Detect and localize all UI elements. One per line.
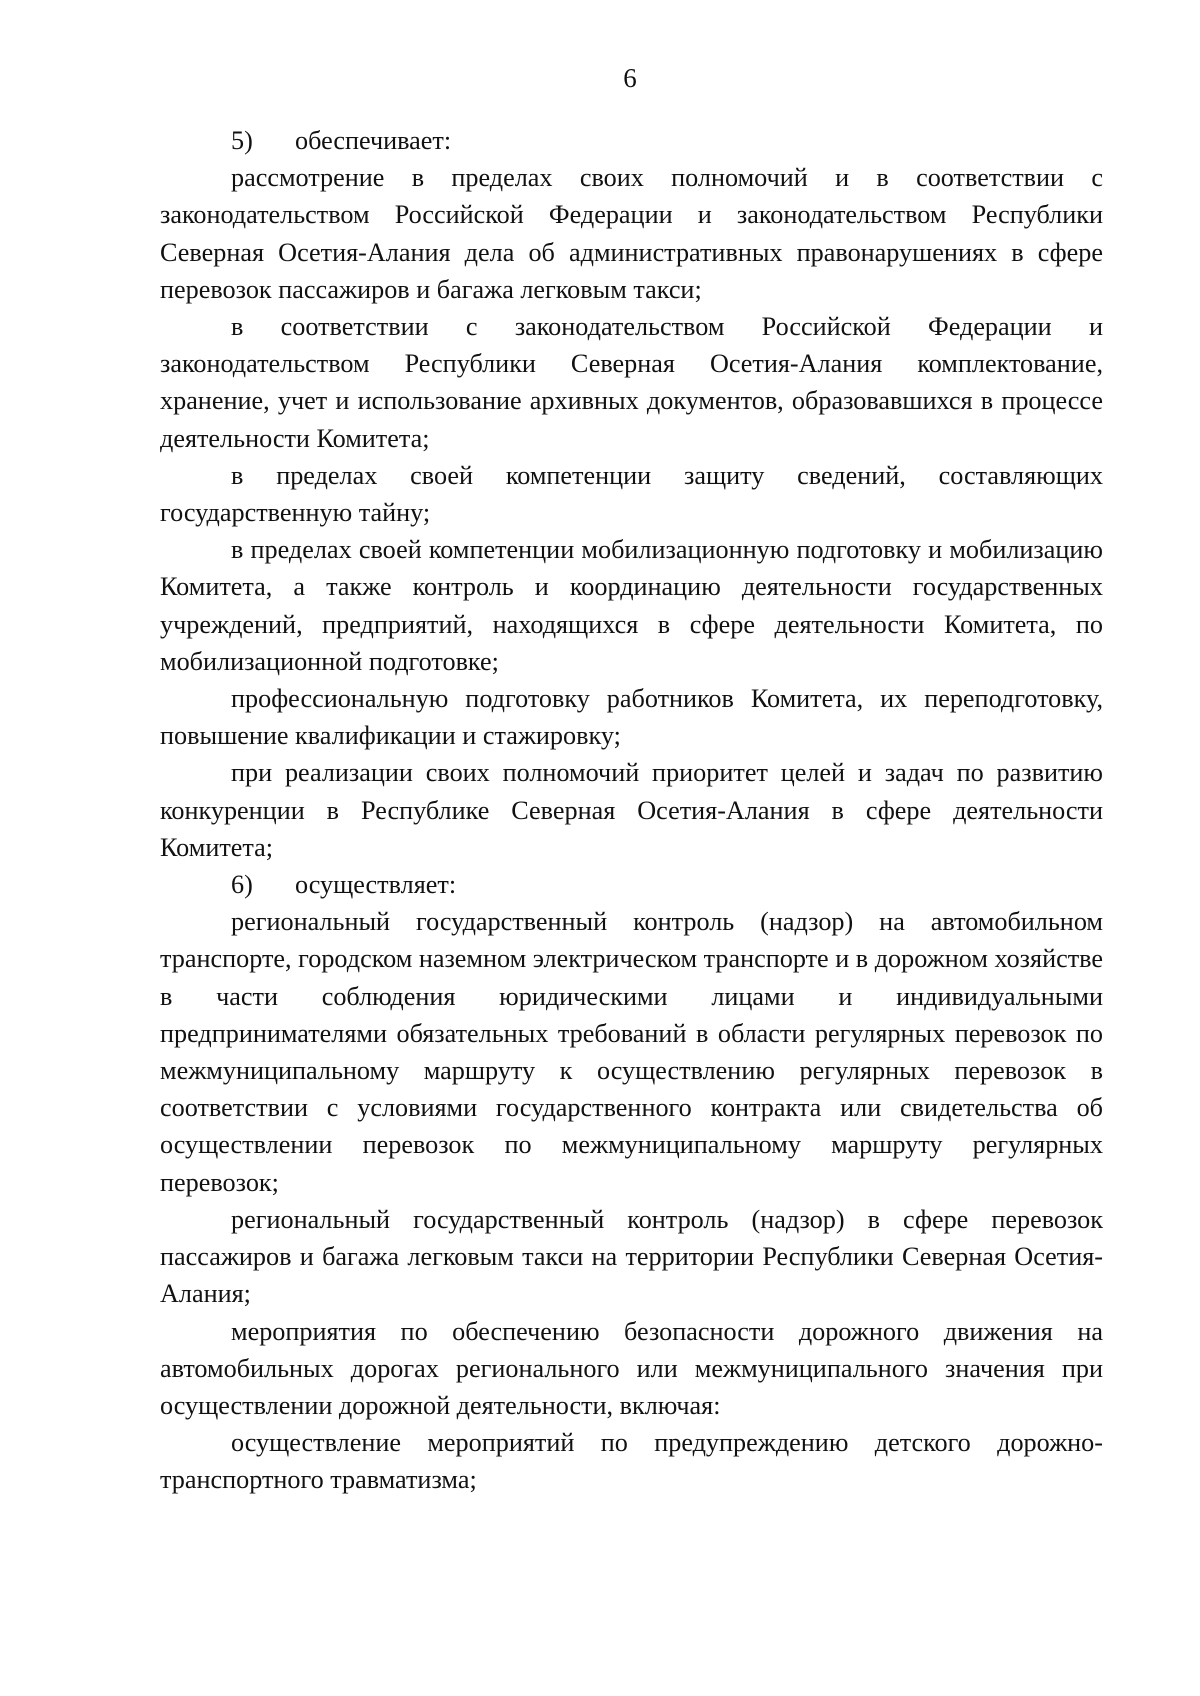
section-heading-6: [160, 866, 1103, 903]
section-number: 6): [231, 870, 253, 900]
paragraph: региональный государственный контроль (надзор) на автомобильном транспорте, городском наземном электрическом транспорте и в дорожном хозяйстве в части соблюдения юридическими лицами и индивидуальными предпринимателями обязательных требований в области регулярных перевозок по межмуниципальному маршруту к осуществлению регулярных перевозок в соответствии с условиями государственного контракта или свидетельства об осуществлении перевозок по межмуниципальному маршруту регулярных перевозок;: [160, 907, 1103, 1197]
section-heading-5: [160, 122, 1103, 159]
page-number: 6: [623, 63, 637, 93]
paragraph: рассмотрение в пределах своих полномочий и в соответствии с законодательством Российской Федерации и законодательством Республики Северная Осетия-Алания дела об административных правонарушениях в сфере перевозок пассажиров и багажа легковым такси;: [160, 163, 1103, 304]
paragraph: осуществление мероприятий по предупреждению детского дорожно-транспортного травматизма;: [160, 1428, 1103, 1495]
paragraph: в пределах своей компетенции мобилизационную подготовку и мобилизацию Комитета, а также контроль и координацию деятельности государственных учреждений, предприятий, находящихся в сфере деятельности Комитета, по мобилизационной подготовке;: [160, 535, 1103, 676]
section-title: обеспечивает:: [295, 126, 452, 155]
paragraph: региональный государственный контроль (надзор) в сфере перевозок пассажиров и багажа легковым такси на территории Республики Северная Осетия-Алания;: [160, 1204, 1103, 1309]
paragraph: в соответствии с законодательством Российской Федерации и законодательством Республики Северная Осетия-Алания комплектование, хранение, учет и использование архивных документов, образовавшихся в процессе деятельности Комитета;: [160, 312, 1103, 453]
paragraph: мероприятия по обеспечению безопасности дорожного движения на автомобильных дорогах регионального или межмуниципального значения при осуществлении дорожной деятельности, включая:: [160, 1316, 1103, 1420]
paragraph: профессиональную подготовку работников Комитета, их переподготовку, повышение квалификации и стажировку;: [160, 684, 1103, 751]
paragraph: при реализации своих полномочий приоритет целей и задач по развитию конкуренции в Республике Северная Осетия-Алания в сфере деятельности Комитета;: [160, 758, 1103, 862]
document-body: [160, 122, 1103, 1499]
section-title: осуществляет:: [295, 870, 457, 900]
section-number: 5): [231, 126, 253, 155]
paragraph: в пределах своей компетенции защиту сведений, составляющих государственную тайну;: [160, 460, 1103, 528]
